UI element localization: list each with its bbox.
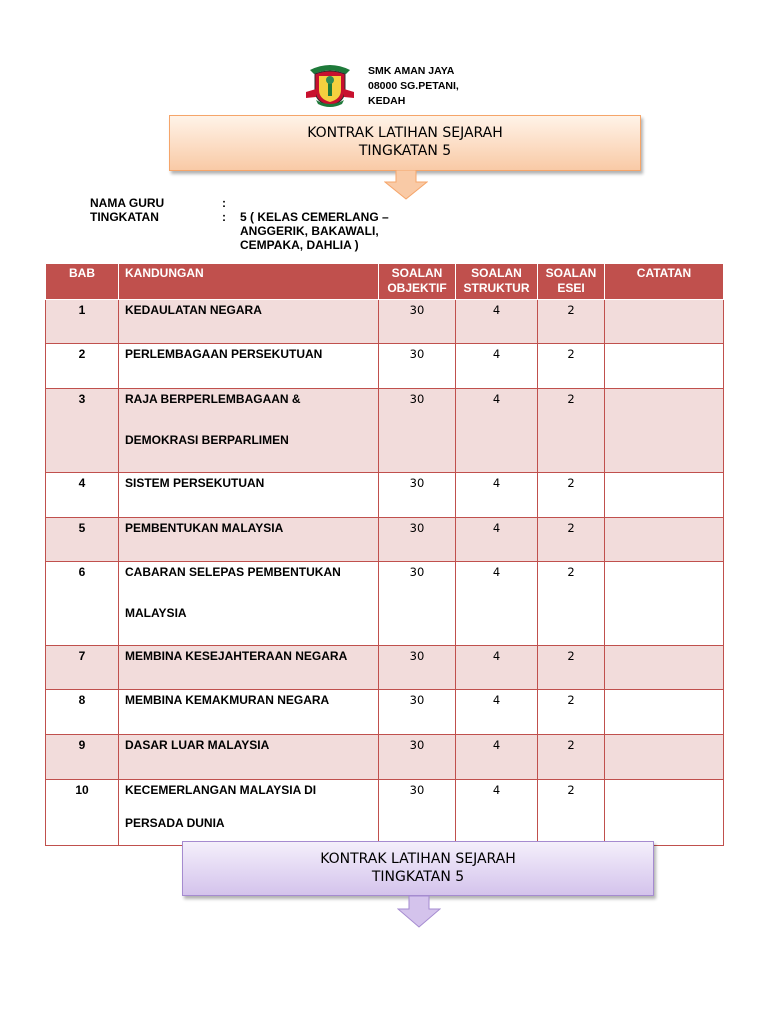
cell-esei: 2 bbox=[538, 562, 605, 646]
kontrak-table bbox=[45, 263, 724, 846]
cell-catatan bbox=[605, 735, 724, 780]
cell-kandungan: MEMBINA KEMAKMURAN NEGARA bbox=[119, 690, 379, 735]
cell-bab: 8 bbox=[46, 690, 119, 735]
cell-esei: 2 bbox=[538, 473, 605, 518]
cell-bab: 5 bbox=[46, 518, 119, 562]
cell-catatan bbox=[605, 646, 724, 690]
cell-kandungan: DASAR LUAR MALAYSIA bbox=[119, 735, 379, 780]
cell-esei: 2 bbox=[538, 344, 605, 389]
cell-kandungan-line2: MALAYSIA bbox=[125, 606, 187, 620]
cell-struktur: 4 bbox=[456, 646, 538, 690]
cell-struktur: 4 bbox=[456, 389, 538, 473]
table-row bbox=[46, 735, 724, 780]
cell-bab: 10 bbox=[46, 780, 119, 846]
cell-kandungan: PERLEMBAGAAN PERSEKUTUAN bbox=[119, 344, 379, 389]
header-objektif-line2: OBJEKTIF bbox=[387, 281, 447, 295]
header-esei-line1: SOALAN bbox=[545, 266, 597, 280]
table-row bbox=[46, 344, 724, 389]
header-struktur bbox=[456, 264, 538, 300]
cell-bab: 6 bbox=[46, 562, 119, 646]
table-row bbox=[46, 518, 724, 562]
cell-objektif: 30 bbox=[379, 389, 456, 473]
header-struktur-line2: STRUKTUR bbox=[463, 281, 530, 295]
cell-bab: 3 bbox=[46, 389, 119, 473]
cell-bab: 2 bbox=[46, 344, 119, 389]
cell-struktur: 4 bbox=[456, 518, 538, 562]
cell-kandungan-line2: PERSADA DUNIA bbox=[125, 816, 225, 830]
bottom-title-banner bbox=[182, 841, 654, 896]
top-title-banner bbox=[169, 115, 641, 171]
tingkatan-colon: : bbox=[222, 210, 226, 224]
cell-bab: 4 bbox=[46, 473, 119, 518]
cell-esei: 2 bbox=[538, 389, 605, 473]
school-crest-logo bbox=[306, 62, 354, 108]
header-objektif-line1: SOALAN bbox=[391, 266, 443, 280]
cell-objektif: 30 bbox=[379, 300, 456, 344]
cell-objektif: 30 bbox=[379, 690, 456, 735]
cell-objektif: 30 bbox=[379, 780, 456, 846]
cell-struktur: 4 bbox=[456, 780, 538, 846]
bottom-banner-line2: TINGKATAN 5 bbox=[371, 869, 465, 885]
cell-esei: 2 bbox=[538, 780, 605, 846]
top-banner-line2: TINGKATAN 5 bbox=[358, 143, 452, 159]
cell-objektif: 30 bbox=[379, 344, 456, 389]
cell-kandungan-line1: CABARAN SELEPAS PEMBENTUKAN bbox=[125, 565, 341, 579]
cell-struktur: 4 bbox=[456, 562, 538, 646]
cell-bab: 1 bbox=[46, 300, 119, 344]
cell-bab: 9 bbox=[46, 735, 119, 780]
cell-objektif: 30 bbox=[379, 473, 456, 518]
top-banner-line1: KONTRAK LATIHAN SEJARAH bbox=[307, 125, 503, 141]
cell-catatan bbox=[605, 780, 724, 846]
tingkatan-value-line3: CEMPAKA, DAHLIA ) bbox=[240, 238, 359, 252]
school-name: SMK AMAN JAYA bbox=[368, 65, 455, 77]
cell-catatan bbox=[605, 562, 724, 646]
cell-esei: 2 bbox=[538, 646, 605, 690]
header-struktur-line1: SOALAN bbox=[471, 266, 522, 280]
cell-kandungan: SISTEM PERSEKUTUAN bbox=[119, 473, 379, 518]
cell-kandungan: MEMBINA KESEJAHTERAAN NEGARA bbox=[119, 646, 379, 690]
tingkatan-label: TINGKATAN bbox=[90, 210, 159, 224]
table-row bbox=[46, 389, 724, 473]
tingkatan-value-line1: 5 ( KELAS CEMERLANG – bbox=[240, 210, 389, 224]
cell-esei: 2 bbox=[538, 300, 605, 344]
cell-catatan bbox=[605, 300, 724, 344]
tingkatan-value-line2: ANGGERIK, BAKAWALI, bbox=[240, 224, 379, 238]
header-bab: BAB bbox=[46, 264, 119, 300]
cell-objektif: 30 bbox=[379, 735, 456, 780]
school-state: KEDAH bbox=[368, 95, 406, 107]
cell-catatan bbox=[605, 389, 724, 473]
cell-catatan bbox=[605, 690, 724, 735]
cell-catatan bbox=[605, 473, 724, 518]
header-esei-line2: ESEI bbox=[557, 281, 585, 295]
bottom-banner-line1: KONTRAK LATIHAN SEJARAH bbox=[320, 851, 516, 867]
nama-guru-colon: : bbox=[222, 196, 226, 210]
table-row bbox=[46, 562, 724, 646]
cell-kandungan bbox=[119, 562, 379, 646]
cell-bab: 7 bbox=[46, 646, 119, 690]
header-catatan: CATATAN bbox=[605, 264, 724, 300]
cell-kandungan-line1: KECEMERLANGAN MALAYSIA DI bbox=[125, 783, 317, 797]
cell-objektif: 30 bbox=[379, 562, 456, 646]
cell-kandungan-line2: DEMOKRASI BERPARLIMEN bbox=[125, 433, 289, 447]
cell-kandungan bbox=[119, 389, 379, 473]
cell-catatan bbox=[605, 518, 724, 562]
cell-struktur: 4 bbox=[456, 300, 538, 344]
header-kandungan: KANDUNGAN bbox=[119, 264, 379, 300]
cell-kandungan: KEDAULATAN NEGARA bbox=[119, 300, 379, 344]
header-esei bbox=[538, 264, 605, 300]
cell-struktur: 4 bbox=[456, 344, 538, 389]
cell-kandungan bbox=[119, 780, 379, 846]
cell-struktur: 4 bbox=[456, 690, 538, 735]
nama-guru-label: NAMA GURU bbox=[90, 196, 165, 210]
cell-kandungan-line1: RAJA BERPERLEMBAGAAN & bbox=[125, 392, 301, 406]
cell-struktur: 4 bbox=[456, 735, 538, 780]
cell-catatan bbox=[605, 344, 724, 389]
header-objektif bbox=[379, 264, 456, 300]
cell-esei: 2 bbox=[538, 735, 605, 780]
cell-kandungan: PEMBENTUKAN MALAYSIA bbox=[119, 518, 379, 562]
cell-objektif: 30 bbox=[379, 518, 456, 562]
cell-struktur: 4 bbox=[456, 473, 538, 518]
table-row bbox=[46, 473, 724, 518]
table-row bbox=[46, 780, 724, 846]
table-header-row bbox=[46, 264, 724, 300]
cell-objektif: 30 bbox=[379, 646, 456, 690]
school-address: 08000 SG.PETANI, bbox=[368, 80, 459, 92]
cell-esei: 2 bbox=[538, 518, 605, 562]
table-row bbox=[46, 646, 724, 690]
school-header bbox=[306, 60, 506, 112]
down-arrow-icon bbox=[384, 170, 428, 200]
down-arrow-icon bbox=[397, 896, 441, 928]
table-row bbox=[46, 300, 724, 344]
table-row bbox=[46, 690, 724, 735]
cell-esei: 2 bbox=[538, 690, 605, 735]
